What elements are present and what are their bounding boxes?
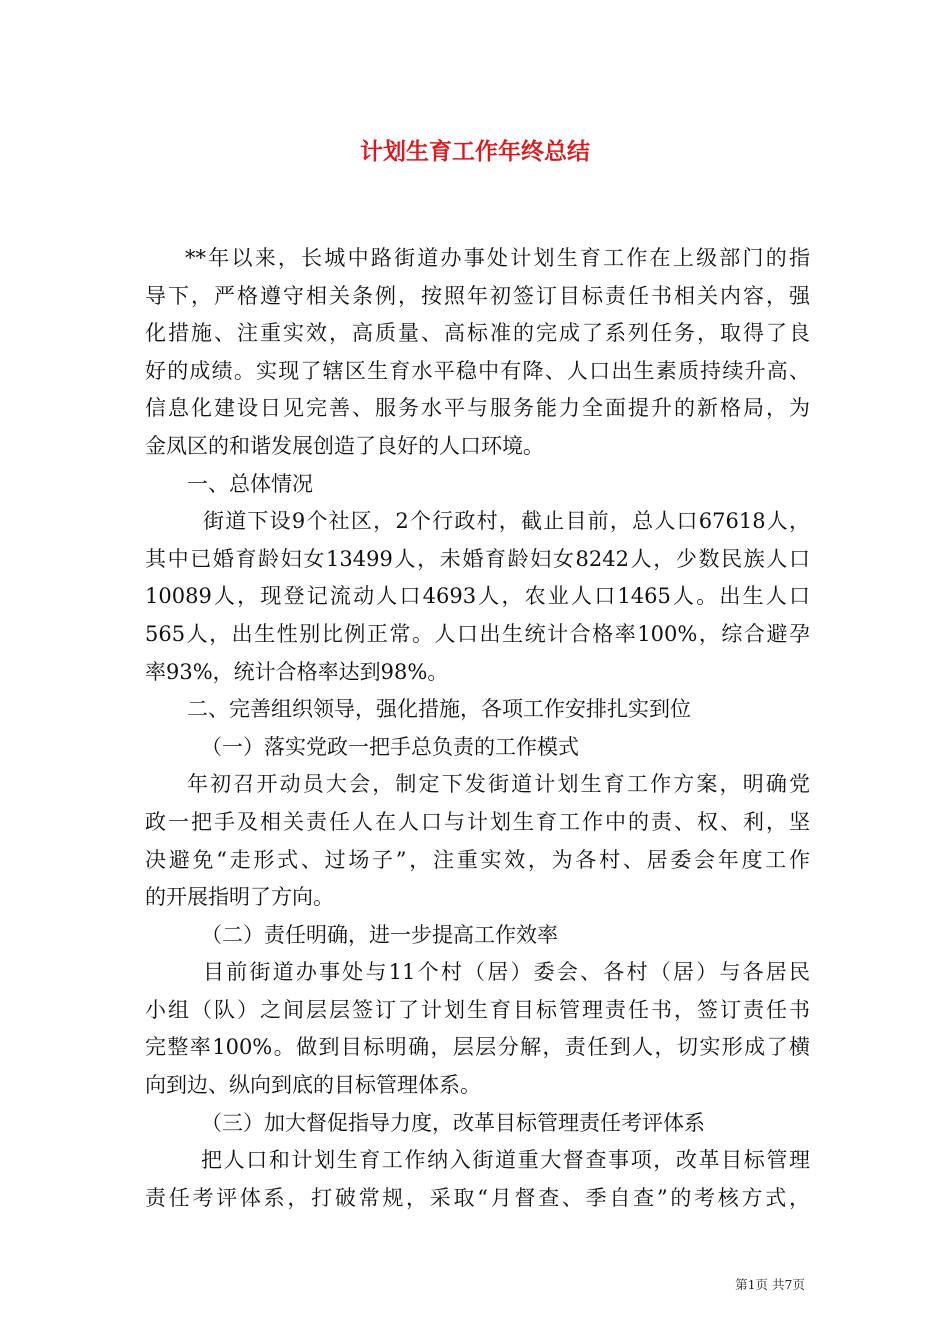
body-line: 好的成绩。实现了辖区生育水平稳中有降、人口出生素质持续升高、 [145, 358, 810, 383]
body-line: 10089人，现登记流动人口4693人，农业人口1465人。出生人口 [145, 584, 810, 609]
body-line: 责任考评体系，打破常规，采取“月督查、季自查”的考核方式， [145, 1185, 810, 1210]
body-line: 率93%，统计合格率达到98%。 [145, 659, 449, 684]
body-line: 信息化建设日见完善、服务水平与服务能力全面提升的新格局，为 [145, 396, 810, 421]
body-line: 二、完善组织领导，强化措施，各项工作安排扎实到位 [187, 697, 691, 722]
document-title: 计划生育工作年终总结 [360, 138, 590, 165]
page-number-footer: 第1页 共7页 [735, 1277, 805, 1292]
body-line: 金凤区的和谐发展创造了良好的人口环境。 [145, 433, 544, 458]
body-line: 把人口和计划生育工作纳入街道重大督查事项，改革目标管理 [201, 1148, 810, 1173]
body-line: 小组（队）之间层层签订了计划生育目标管理责任书，签订责任书 [145, 997, 810, 1022]
body-line: **年以来，长城中路街道办事处计划生育工作在上级部门的指 [185, 246, 810, 270]
body-line: 化措施、注重实效，高质量、高标准的完成了系列任务，取得了良 [145, 321, 810, 346]
body-line: 导下，严格遵守相关条例，按照年初签订目标责任书相关内容，强 [145, 283, 810, 308]
body-line: 其中已婚育龄妇女13499人，未婚育龄妇女8242人，少数民族人口 [145, 546, 810, 571]
document-body [145, 240, 810, 1217]
body-line: 的开展指明了方向。 [145, 885, 334, 910]
body-line: 一、总体情况 [187, 471, 313, 496]
body-line: 完整率100%。做到目标明确，层层分解，责任到人，切实形成了横 [145, 1035, 810, 1060]
body-line: 565人，出生性别比例正常。人口出生统计合格率100%，综合避孕 [145, 621, 810, 646]
body-line: 决避免“走形式、过场子”，注重实效，为各村、居委会年度工作 [145, 847, 810, 872]
body-line: （三）加大督促指导力度，改革目标管理责任考评体系 [201, 1110, 705, 1135]
body-line: （二）责任明确，进一步提高工作效率 [201, 922, 558, 947]
body-line: 目前街道办事处与11个村（居）委会、各村（居）与各居民 [203, 960, 810, 985]
body-line: 年初召开动员大会，制定下发街道计划生育工作方案，明确党 [187, 772, 810, 797]
body-line: 街道下设9个社区，2个行政村，截止目前，总人口67618人， [203, 509, 810, 534]
body-line: 政一把手及相关责任人在人口与计划生育工作中的责、权、利，坚 [145, 809, 810, 834]
body-line: （一）落实党政一把手总负责的工作模式 [201, 734, 579, 759]
body-line: 向到边、纵向到底的目标管理体系。 [145, 1073, 481, 1098]
